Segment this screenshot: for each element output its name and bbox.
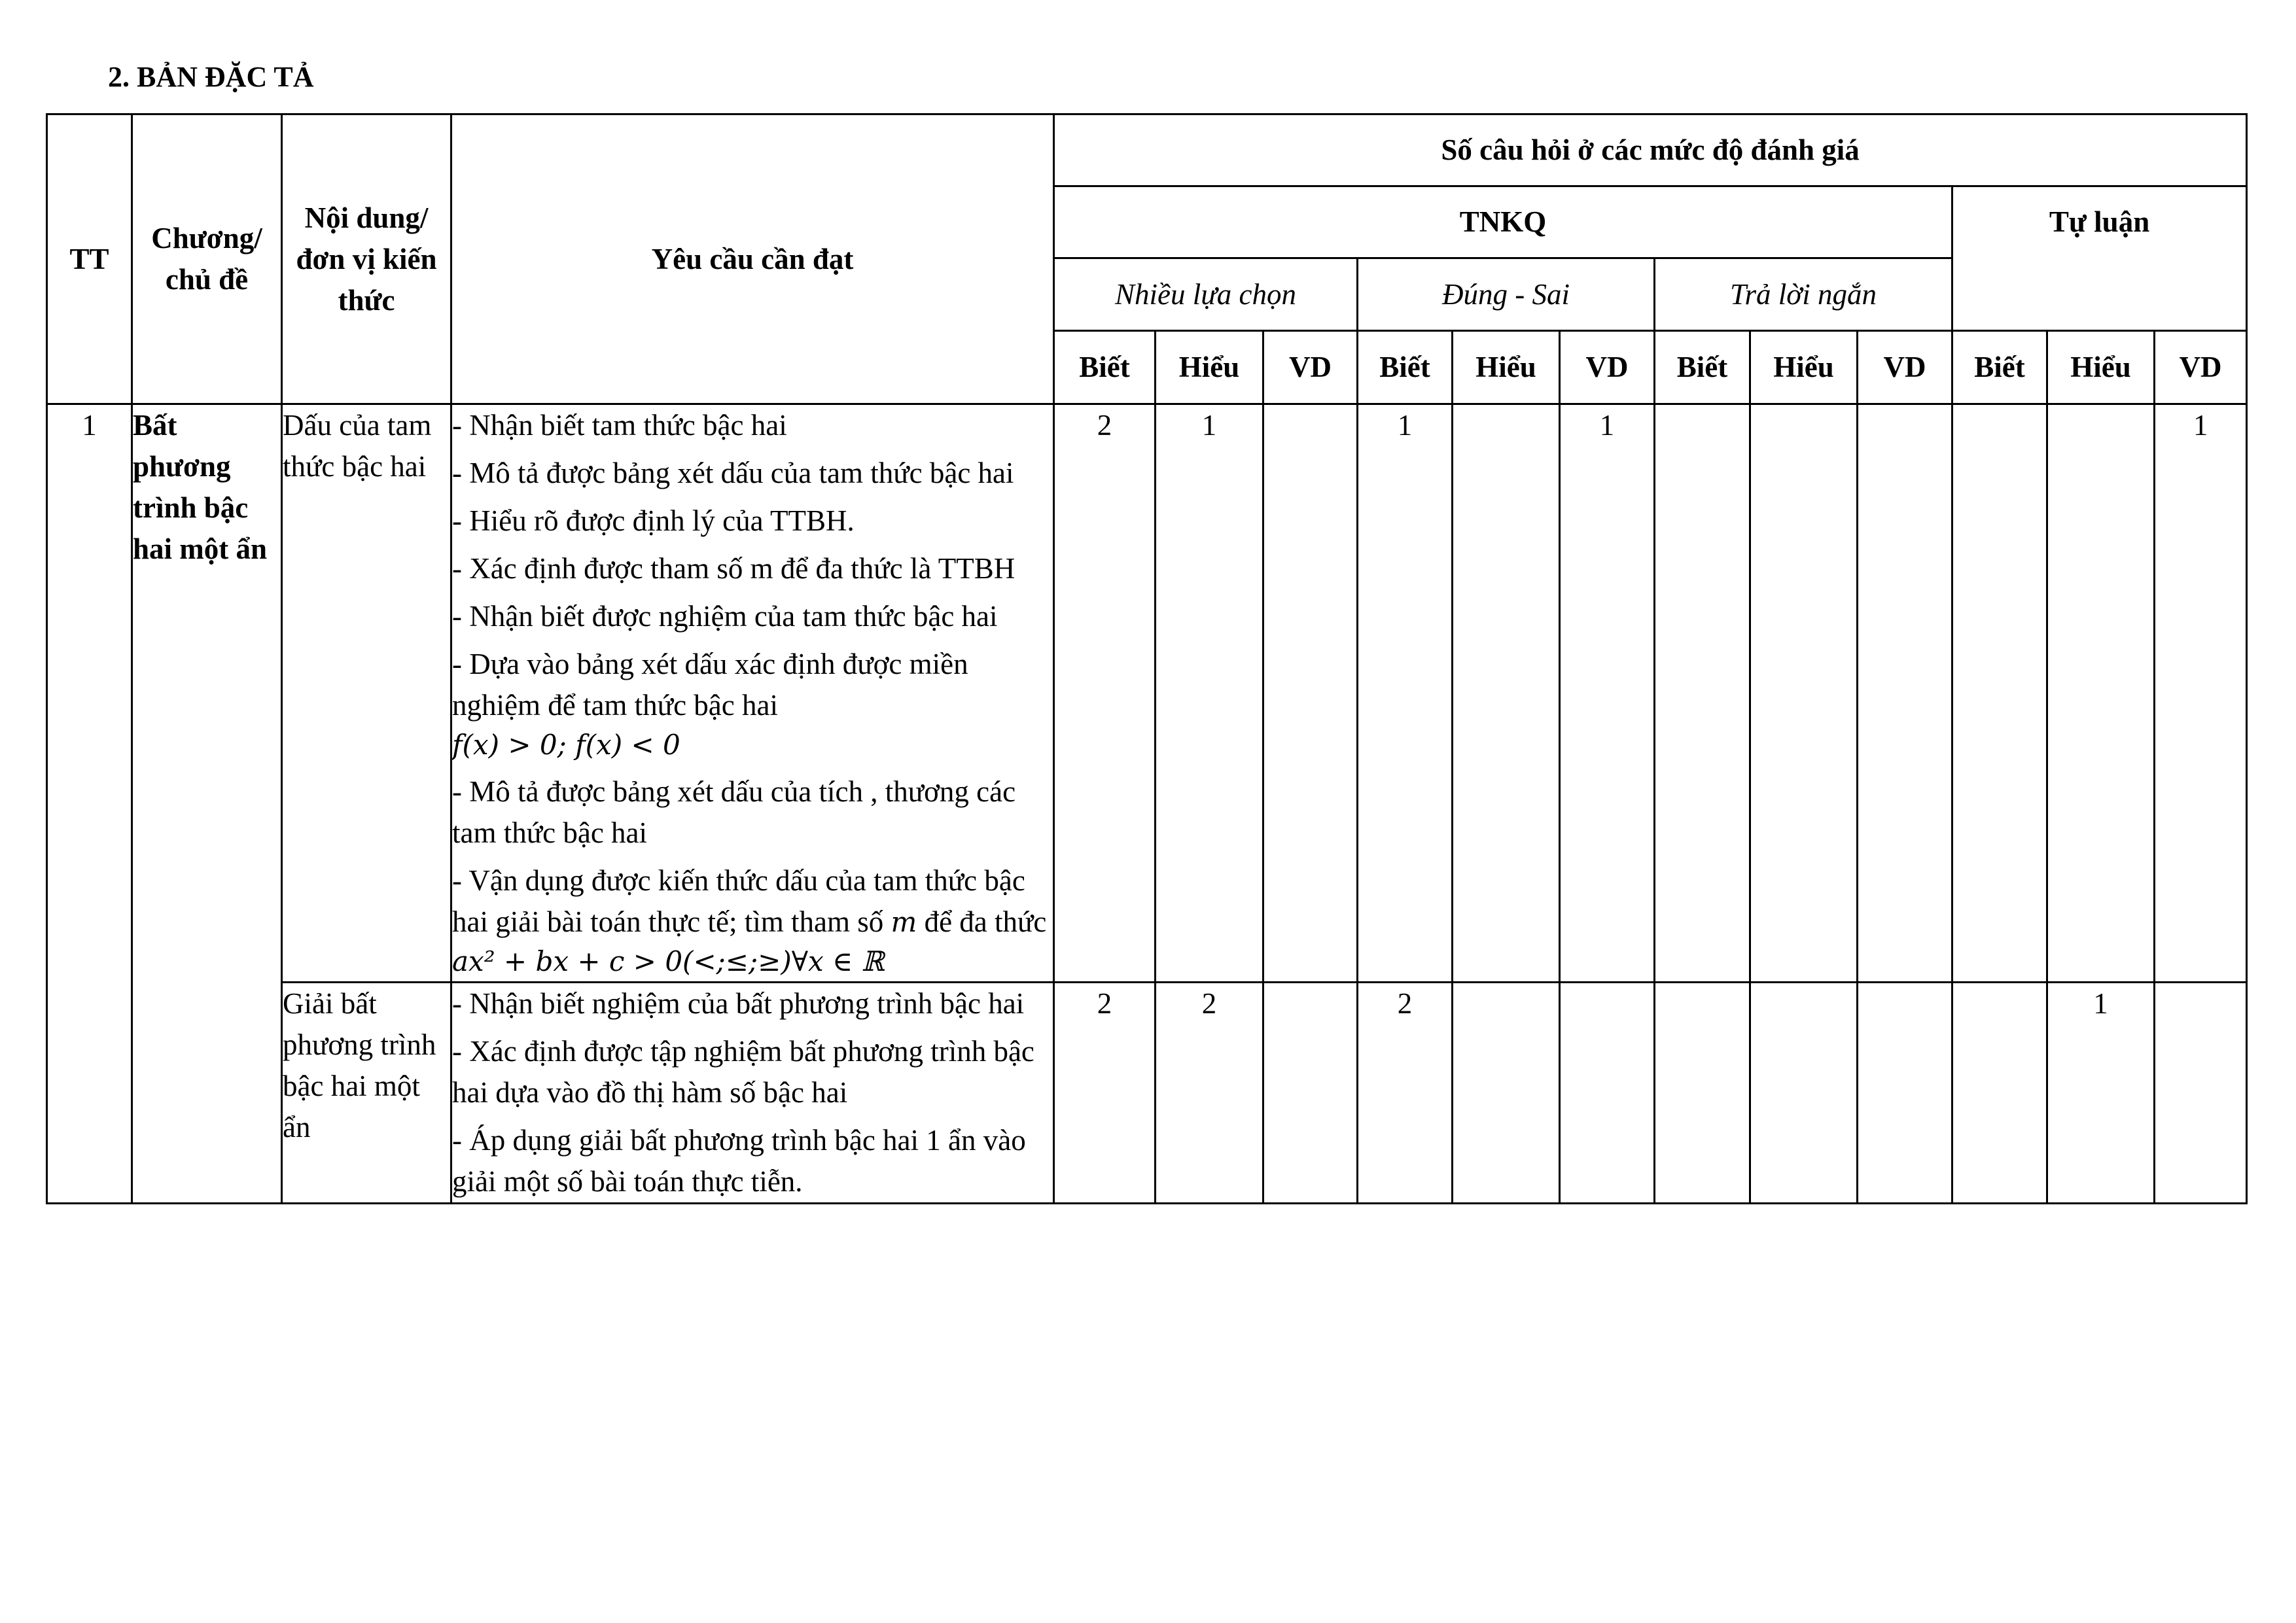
- count-cell: [1750, 404, 1858, 983]
- header-short-answer: Trả lời ngắn: [1655, 258, 1952, 331]
- count-cell: 2: [1054, 982, 1156, 1203]
- table-row: [47, 404, 2247, 983]
- level-understand: Hiểu: [1453, 331, 1560, 404]
- count-cell: 1: [2047, 982, 2155, 1203]
- row-number: 1: [47, 404, 132, 1204]
- count-cell: 1: [2155, 404, 2247, 983]
- count-cell: [1453, 404, 1560, 983]
- count-cell: [1655, 982, 1750, 1203]
- requirement-list: [451, 982, 1054, 1203]
- chapter-name: Bất phương trình bậc hai một ẩn: [132, 404, 282, 1204]
- count-cell: [2155, 982, 2247, 1203]
- requirement-text: để đa thức: [924, 905, 1047, 938]
- header-tnkq: TNKQ: [1054, 186, 1952, 258]
- count-cell: 2: [1358, 982, 1453, 1203]
- header-levels: Số câu hỏi ở các mức độ đánh giá: [1054, 114, 2247, 186]
- level-know: Biết: [1952, 331, 2047, 404]
- level-know: Biết: [1054, 331, 1156, 404]
- count-cell: 1: [1560, 404, 1655, 983]
- requirement-item: - Nhận biết được nghiệm của tam thức bậc hai: [452, 600, 998, 633]
- level-understand: Hiểu: [1156, 331, 1263, 404]
- requirement-item: - Hiểu rõ được định lý của TTBH.: [452, 504, 855, 537]
- requirement-item: [452, 644, 1053, 765]
- level-understand: Hiểu: [1750, 331, 1858, 404]
- requirement-text: - Vận dụng được kiến thức dấu của tam thức bậc hai giải bài toán thực tế; tìm tham số: [452, 864, 1025, 938]
- count-cell: [1858, 404, 1952, 983]
- level-know: Biết: [1655, 331, 1750, 404]
- requirement-item: - Áp dụng giải bất phương trình bậc hai 1 ẩn vào giải một số bài toán thực tiễn.: [452, 1123, 1026, 1198]
- requirement-text: - Dựa vào bảng xét dấu xác định được miền nghiệm để tam thức bậc hai: [452, 648, 968, 722]
- requirement-item: - Mô tả được bảng xét dấu của tích , thương các tam thức bậc hai: [452, 775, 1016, 849]
- math-polynomial: ax² + bx + c > 0(<;≤;≥)∀x ∈ ℝ: [452, 945, 885, 977]
- header-content: Nội dung/đơn vị kiến thức: [282, 114, 451, 404]
- count-cell: [1952, 404, 2047, 983]
- count-cell: 2: [1156, 982, 1263, 1203]
- level-apply: VD: [2155, 331, 2247, 404]
- count-cell: [1750, 982, 1858, 1203]
- count-cell: [1560, 982, 1655, 1203]
- requirement-item: - Nhận biết tam thức bậc hai: [452, 409, 787, 442]
- count-cell: [1655, 404, 1750, 983]
- section-heading: 2. BẢN ĐẶC TẢ: [108, 61, 314, 93]
- requirement-list: [451, 404, 1054, 983]
- level-know: Biết: [1358, 331, 1453, 404]
- header-tt: TT: [47, 114, 132, 404]
- count-cell: [1453, 982, 1560, 1203]
- math-param: m: [891, 905, 917, 938]
- content-unit: Giải bất phương trình bậc hai một ẩn: [282, 982, 451, 1203]
- content-unit: Dấu của tam thức bậc hai: [282, 404, 451, 983]
- level-understand: Hiểu: [2047, 331, 2155, 404]
- math-sign-condition: f(x) > 0; f(x) < 0: [452, 729, 680, 761]
- count-cell: 2: [1054, 404, 1156, 983]
- level-apply: VD: [1858, 331, 1952, 404]
- header-requirement: Yêu cầu cần đạt: [451, 114, 1054, 404]
- requirement-item: - Nhận biết nghiệm của bất phương trình bậc hai: [452, 986, 1025, 1020]
- count-cell: 1: [1156, 404, 1263, 983]
- specification-table: [46, 113, 2248, 1204]
- level-apply: VD: [1263, 331, 1358, 404]
- header-chapter: Chương/ chủ đề: [132, 114, 282, 404]
- header-true-false: Đúng - Sai: [1358, 258, 1655, 331]
- count-cell: [2047, 404, 2155, 983]
- requirement-item: - Mô tả được bảng xét dấu của tam thức bậc hai: [452, 457, 1014, 489]
- requirement-item: - Xác định được tập nghiệm bất phương trình bậc hai dựa vào đồ thị hàm số bậc hai: [452, 1034, 1034, 1109]
- count-cell: [1858, 982, 1952, 1203]
- header-multiple-choice: Nhiều lựa chọn: [1054, 258, 1358, 331]
- level-apply: VD: [1560, 331, 1655, 404]
- requirement-item: - Xác định được tham số m để đa thức là TTBH: [452, 552, 1016, 585]
- table-header: [47, 114, 2247, 404]
- header-essay: Tự luận: [1952, 186, 2247, 331]
- table-row: [47, 982, 2247, 1203]
- count-cell: [1952, 982, 2047, 1203]
- count-cell: [1263, 404, 1358, 983]
- count-cell: 1: [1358, 404, 1453, 983]
- requirement-item: [452, 860, 1053, 981]
- count-cell: [1263, 982, 1358, 1203]
